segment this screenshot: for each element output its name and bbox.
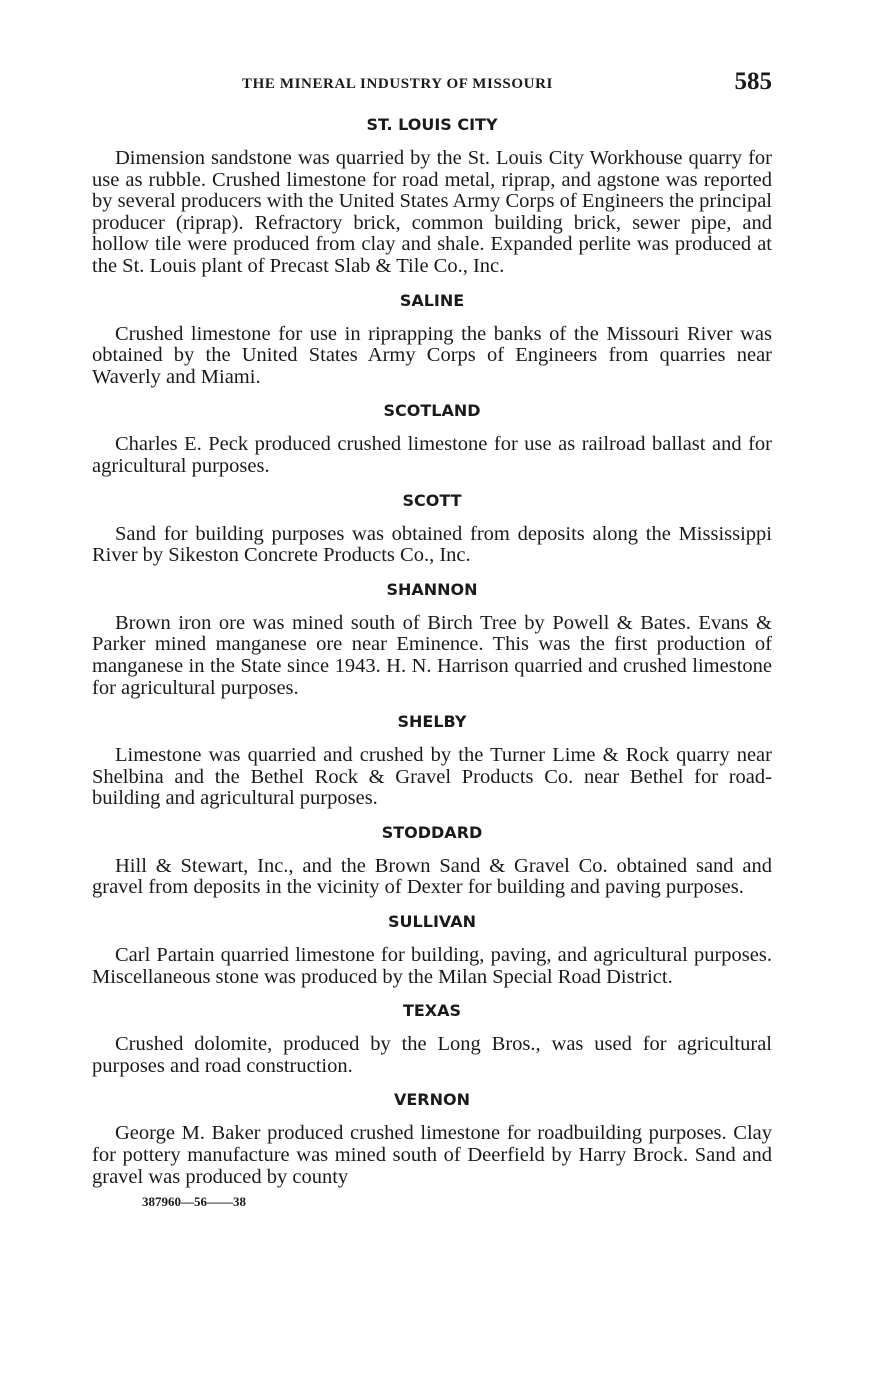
section-heading: SHELBY	[397, 712, 467, 732]
section-heading: SHANNON	[386, 579, 478, 599]
section-heading: SCOTLAND	[383, 401, 481, 421]
section-heading: SALINE	[399, 290, 465, 310]
section-paragraph: Sand for building purposes was obtained from deposits along the Mississippi River by Sikeston Concrete Products Co., Inc.	[92, 522, 772, 567]
section-shelby	[92, 711, 772, 810]
running-header	[92, 64, 772, 104]
running-title: THE MINERAL INDUSTRY OF MISSOURI	[242, 76, 553, 92]
section-heading: TEXAS	[402, 1001, 462, 1021]
section-heading: ST. LOUIS CITY	[366, 115, 498, 134]
section-paragraph: Charles E. Peck produced crushed limestone for use as railroad ballast and for agricultural purposes.	[92, 433, 772, 477]
section-vernon	[92, 1089, 772, 1188]
section-saline	[92, 290, 772, 389]
section-heading: VERNON	[393, 1090, 470, 1110]
section-shannon	[92, 579, 772, 699]
section-stoddard	[92, 822, 772, 899]
document-page	[92, 64, 772, 1210]
section-paragraph: George M. Baker produced crushed limestone for roadbuilding purposes. Clay for pottery manufacture was mined south of Deerfield by Harry Brock. Sand and gravel was produced by county	[92, 1122, 772, 1188]
section-scott	[92, 490, 772, 567]
section-paragraph: Dimension sandstone was quarried by the St. Louis City Workhouse quarry for use as rubble. Crushed limestone for road metal, riprap, and agstone was reported by several producers with the United States Army Corps of Engineers the principal producer (riprap). Refractory brick, common building brick, sewer pipe, and hollow tile were produced from clay and shale. Expanded perlite was produced at the St. Louis plant of Precast Slab & Tile Co., Inc.	[92, 147, 772, 277]
print-code: 387960—56——38	[142, 1194, 246, 1210]
section-paragraph: Crushed limestone for use in riprapping the banks of the Missouri River was obtained by the United States Army Corps of Engineers from quarries near Waverly and Miami.	[92, 322, 772, 388]
section-paragraph: Limestone was quarried and crushed by the Turner Lime & Rock quarry near Shelbina and the Bethel Rock & Gravel Products Co. near Bethel for road-building and agricultural purposes.	[92, 744, 772, 810]
section-heading: SCOTT	[402, 490, 462, 510]
section-paragraph: Brown iron ore was mined south of Birch Tree by Powell & Bates. Evans & Parker mined manganese ore near Eminence. This was the first production of manganese in the State since 1943. H. N. Harrison quarried and crushed limestone for agricultural purposes.	[92, 611, 772, 699]
section-paragraph: Crushed dolomite, produced by the Long Bros., was used for agricultural purposes and road construction.	[92, 1033, 772, 1077]
section-paragraph: Hill & Stewart, Inc., and the Brown Sand & Gravel Co. obtained sand and gravel from deposits in the vicinity of Dexter for building and paving purposes.	[92, 854, 772, 899]
section-scotland	[92, 400, 772, 477]
section-texas	[92, 1000, 772, 1077]
section-paragraph: Carl Partain quarried limestone for building, paving, and agricultural purposes. Miscellaneous stone was produced by the Milan Special Road District.	[92, 944, 772, 988]
page-number: 585	[734, 68, 772, 95]
section-st-louis-city	[92, 114, 772, 278]
section-sullivan	[92, 911, 772, 988]
section-heading: SULLIVAN	[388, 912, 476, 932]
section-heading: STODDARD	[381, 822, 483, 842]
